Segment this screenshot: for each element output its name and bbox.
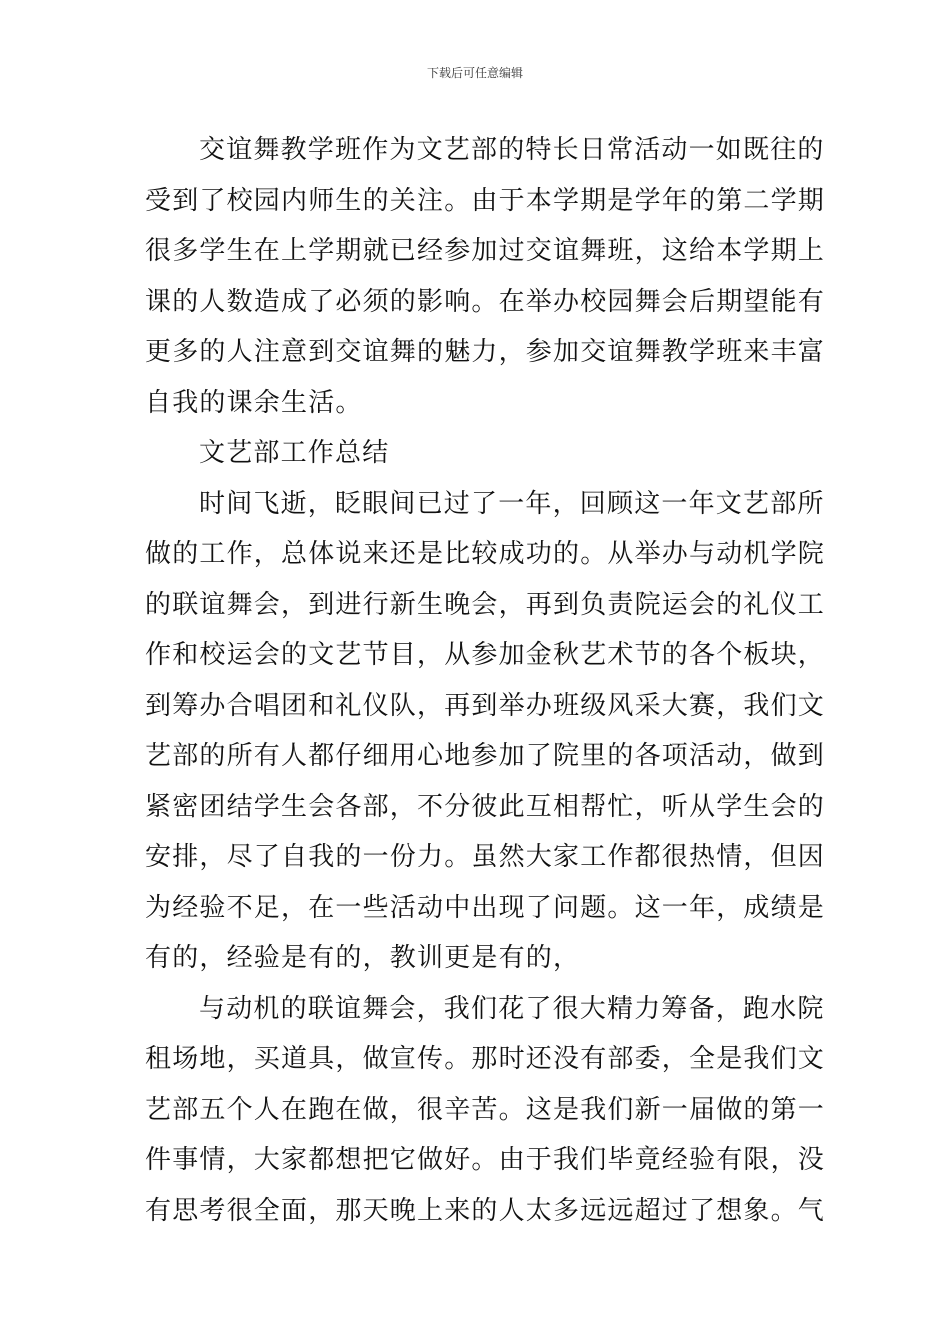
text-line: 为经验不足，在一些活动中出现了问题。这一年，成绩是 — [145, 892, 826, 923]
text-line: 时间飞逝，眨眼间已过了一年，回顾这一年文艺部所 — [199, 488, 825, 519]
text-line: 很多学生在上学期就已经参加过交谊舞班，这给本学期上 — [145, 236, 826, 266]
text-line: 自我的课余生活。 — [145, 387, 363, 418]
text-line: 更多的人注意到交谊舞的魅力，参加交谊舞教学班来丰富 — [145, 337, 826, 367]
text-line: 安排，尽了自我的一份力。虽然大家工作都很热情，但因 — [145, 842, 826, 872]
text-line: 受到了校园内师生的关注。由于本学期是学年的第二学期 — [145, 185, 826, 216]
section-heading: 文艺部工作总结 — [199, 438, 390, 468]
text-line: 交谊舞教学班作为文艺部的特长日常活动一如既往的 — [199, 135, 825, 165]
text-line: 的联谊舞会，到进行新生晚会，再到负责院运会的礼仪工 — [145, 589, 826, 620]
text-line: 艺部的所有人都仔细用心地参加了院里的各项活动，做到 — [145, 741, 826, 771]
text-line: 作和校运会的文艺节目，从参加金秋艺术节的各个板块， — [145, 640, 826, 670]
text-line: 艺部五个人在跑在做，很辛苦。这是我们新一届做的第一 — [145, 1094, 826, 1125]
page-header-note: 下载后可任意编辑 — [426, 66, 523, 80]
text-line: 到筹办合唱团和礼仪队，再到举办班级风采大赛，我们文 — [145, 690, 826, 721]
text-line: 与动机的联谊舞会，我们花了很大精力筹备，跑水院 — [199, 993, 825, 1024]
text-line: 有思考很全面，那天晚上来的人太多远远超过了想象。气 — [145, 1195, 826, 1226]
text-line: 件事情，大家都想把它做好。由于我们毕竟经验有限，没 — [145, 1145, 826, 1175]
text-line: 课的人数造成了必须的影响。在举办校园舞会后期望能有 — [145, 286, 826, 317]
text-line: 租场地，买道具，做宣传。那时还没有部委，全是我们文 — [145, 1044, 826, 1074]
text-line: 有的，经验是有的，教训更是有的， — [145, 943, 581, 973]
text-line: 紧密团结学生会各部，不分彼此互相帮忙，听从学生会的 — [145, 791, 826, 822]
document-body — [145, 128, 826, 1239]
text-line: 做的工作，总体说来还是比较成功的。从举办与动机学院 — [145, 539, 826, 569]
